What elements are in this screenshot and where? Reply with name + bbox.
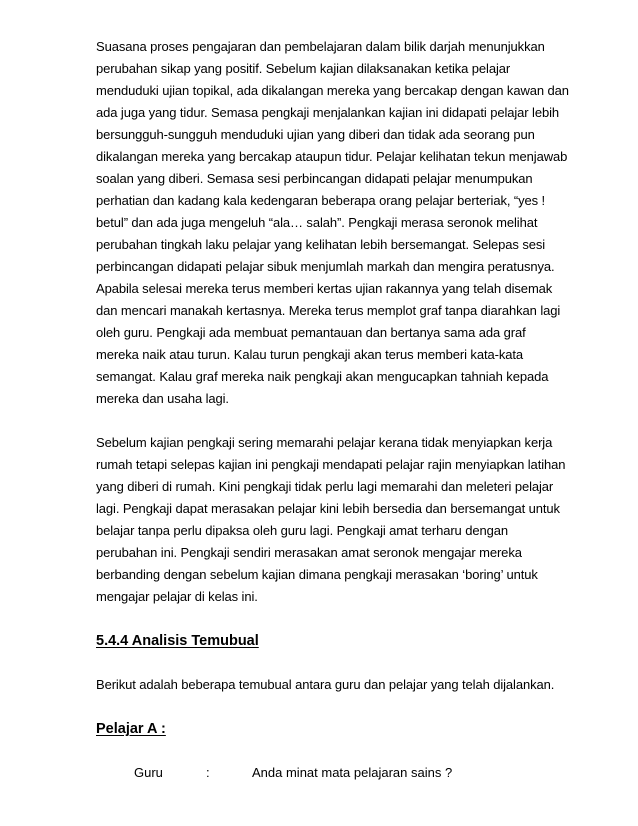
paragraph-spacer <box>96 410 576 432</box>
paragraph-line: mereka dan usaha lagi. <box>96 391 229 406</box>
paragraph-line: semangat. Kalau graf mereka naik pengkaji akan mengucapkan tahniah kepada <box>96 369 549 384</box>
paragraph-line: betul” dan ada juga mengeluh “ala… salah”. Pengkaji merasa seronok melihat <box>96 215 538 230</box>
document-content <box>96 36 576 784</box>
paragraph-line: bersungguh-sungguh menduduki ujian yang diberi dan tidak ada seorang pun <box>96 127 535 142</box>
interview-row <box>96 762 576 784</box>
paragraph-line: mengajar pelajar di kelas ini. <box>96 589 258 604</box>
paragraph-line: perhatian dan kadang kala kedengaran beberapa orang pelajar berteriak, “yes ! <box>96 193 546 208</box>
paragraph-line: berbanding dengan sebelum kajian dimana pengkaji merasakan ‘boring’ untuk <box>96 567 538 582</box>
paragraph-line: mereka naik atau turun. Kalau turun pengkaji akan terus memberi kata-kata <box>96 347 523 362</box>
section-spacer <box>96 740 576 762</box>
paragraph-line: dan mencari manakah kertasnya. Mereka terus memplot graf tanpa diarahkan lagi <box>96 303 561 318</box>
section-spacer <box>96 696 576 718</box>
paragraph-line: Apabila selesai mereka terus memberi kertas ujian rakannya yang telah disemak <box>96 281 553 296</box>
paragraph-2 <box>96 432 576 608</box>
paragraph-line: soalan yang diberi. Semasa sesi perbincangan didapati pelajar menumpukan <box>96 171 533 186</box>
paragraph-line: perbincangan didapati pelajar sibuk menjumlah markah dan mengira peratusnya. <box>96 259 555 274</box>
section-spacer <box>96 608 576 630</box>
subheading-pelajar-a: Pelajar A : <box>96 721 166 737</box>
section-spacer <box>96 652 576 674</box>
paragraph-line: yang diberi di rumah. Kini pengkaji tidak perlu lagi memarahi dan meleteri pelajar <box>96 479 554 494</box>
section-heading: 5.4.4 Analisis Temubual <box>96 633 259 649</box>
paragraph-line: dikalangan mereka yang bercakap ataupun tidur. Pelajar kelihatan tekun menjawab <box>96 149 568 164</box>
paragraph-1 <box>96 36 576 410</box>
paragraph-line: rumah tetapi selepas kajian ini pengkaji mendapati pelajar rajin menyiapkan latihan <box>96 457 566 472</box>
interview-text: Anda minat mata pelajaran sains ? <box>252 765 453 780</box>
paragraph-line: oleh guru. Pengkaji ada membuat pemantauan dan bertanya sama ada graf <box>96 325 526 340</box>
paragraph-line: belajar tanpa perlu dipaksa oleh guru lagi. Pengkaji amat terharu dengan <box>96 523 508 538</box>
paragraph-line: menduduki ujian topikal, ada dikalangan mereka yang bercakap dengan kawan dan <box>96 83 569 98</box>
intro-line: Berikut adalah beberapa temubual antara guru dan pelajar yang telah dijalankan. <box>96 677 555 692</box>
paragraph-line: perubahan ini. Pengkaji sendiri merasakan amat seronok mengajar mereka <box>96 545 522 560</box>
paragraph-line: perubahan tingkah laku pelajar yang kelihatan lebih bersemangat. Selepas sesi <box>96 237 546 252</box>
interview-speaker: Guru <box>134 765 163 780</box>
interview-separator: : <box>206 765 210 780</box>
paragraph-line: lagi. Pengkaji dapat merasakan pelajar kini lebih bersedia dan bersemangat untuk <box>96 501 560 516</box>
paragraph-line: Sebelum kajian pengkaji sering memarahi pelajar kerana tidak menyiapkan kerja <box>96 435 553 450</box>
paragraph-line: Suasana proses pengajaran dan pembelajaran dalam bilik darjah menunjukkan <box>96 39 545 54</box>
paragraph-line: perubahan sikap yang positif. Sebelum kajian dilaksanakan ketika pelajar <box>96 61 511 76</box>
paragraph-line: ada juga yang tidur. Semasa pengkaji menjalankan kajian ini didapati pelajar lebih <box>96 105 560 120</box>
